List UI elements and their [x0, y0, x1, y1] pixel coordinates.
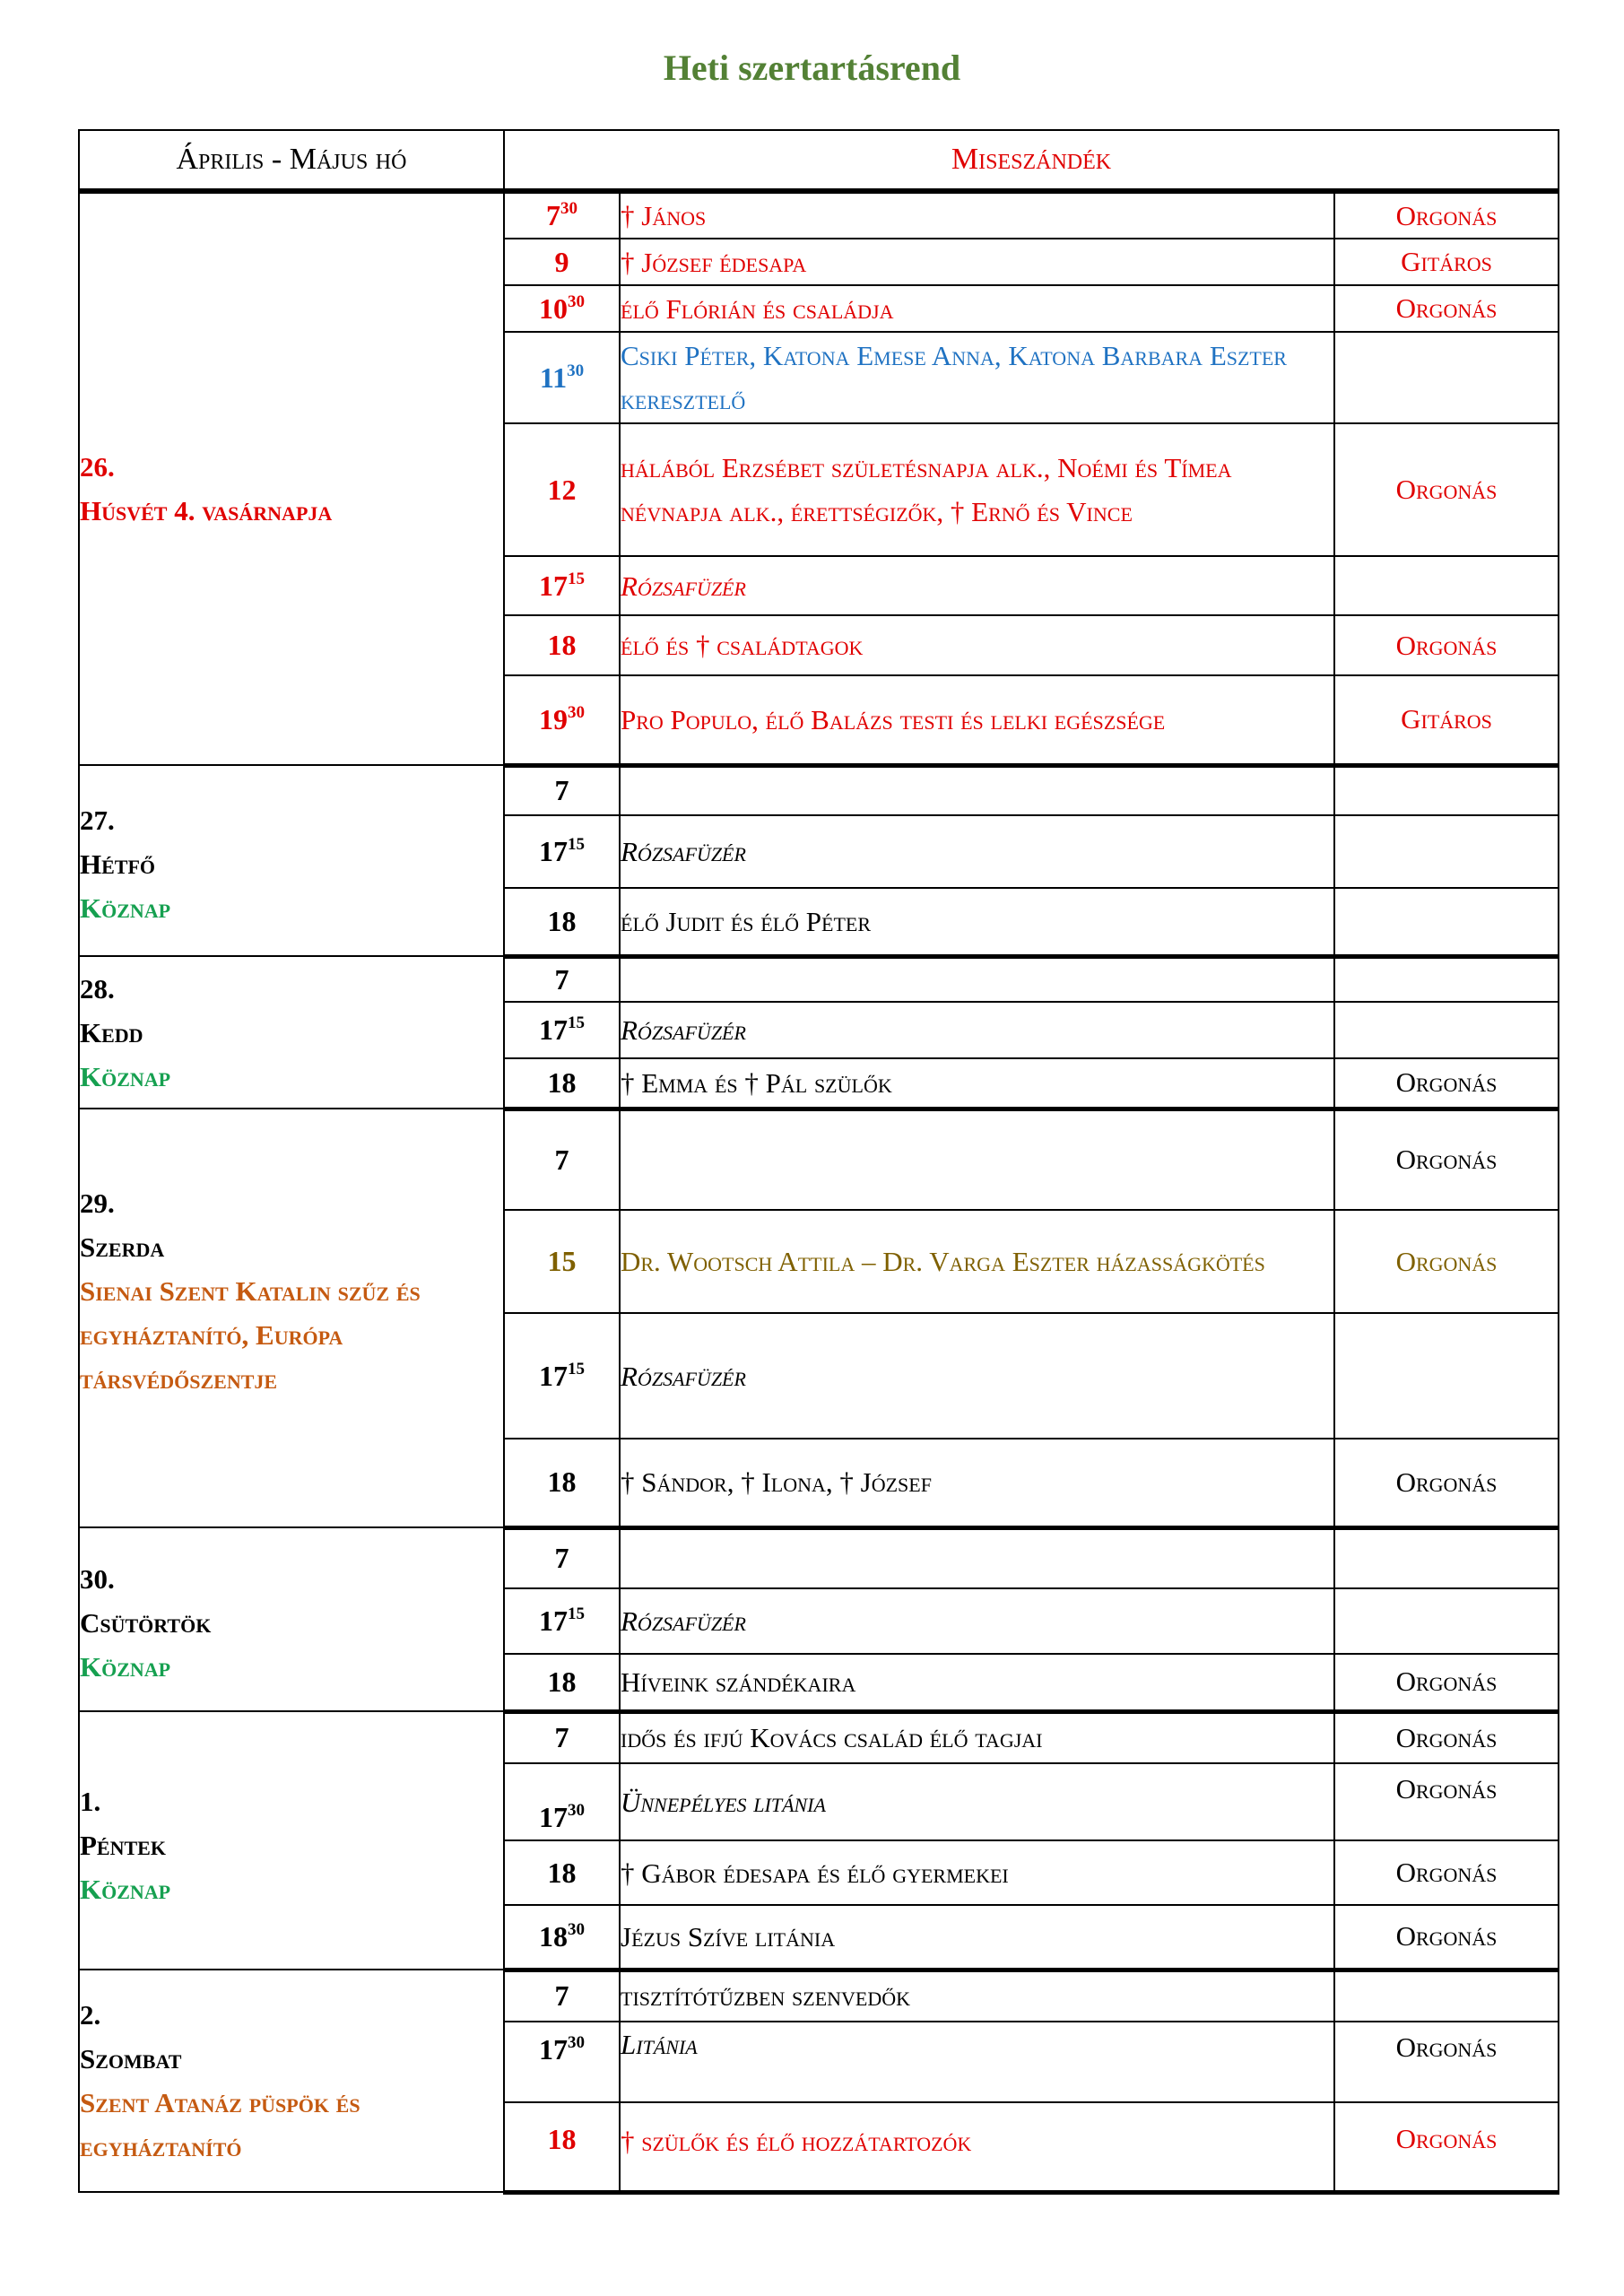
music-type: Orgonás [1334, 285, 1559, 332]
music-type: Orgonás [1334, 1210, 1559, 1313]
time-minute: 30 [568, 1801, 585, 1820]
time-hour: 7 [554, 1979, 569, 2013]
mass-time [504, 1905, 620, 1970]
time-hour: 18 [547, 1065, 577, 1099]
mass-intention: élő Flórián és családja [620, 285, 1334, 332]
music-type [1334, 556, 1559, 615]
page-title: Heti szertartásrend [663, 48, 961, 88]
mass-time [504, 1210, 620, 1313]
time-hour: 11 [539, 361, 568, 394]
music-type: Gitáros [1334, 239, 1559, 285]
time-hour: 12 [547, 473, 577, 506]
time-hour: 7 [554, 1721, 569, 1754]
day-name: Hétfő [80, 848, 156, 880]
mass-intention: † Sándor, † Ilona, † József [620, 1439, 1334, 1527]
mass-intention: hálából Erzsébet születésnapja alk., Noémi és Tímea névnapja alk., érettségizők, † Ernő és Vince [620, 423, 1334, 556]
mass-time [504, 1654, 620, 1711]
time-hour: 19 [539, 702, 568, 735]
mass-time [504, 815, 620, 888]
time-minute: 15 [568, 569, 585, 588]
time-minute: 30 [568, 702, 585, 722]
time-hour: 17 [539, 2033, 568, 2066]
table-row [79, 1970, 1559, 2022]
music-type [1334, 956, 1559, 1002]
music-type: Orgonás [1334, 1058, 1559, 1109]
mass-time [504, 191, 620, 239]
mass-time [504, 1058, 620, 1109]
mass-time [504, 615, 620, 675]
time-hour: 17 [539, 1013, 568, 1046]
mass-intention: Rózsafüzér [620, 1313, 1334, 1439]
music-type: Orgonás [1334, 2022, 1559, 2102]
table-row [79, 765, 1559, 815]
mass-intention: † József édesapa [620, 239, 1334, 285]
time-hour: 18 [539, 1919, 568, 1952]
time-hour: 17 [539, 835, 568, 867]
time-hour: 18 [547, 629, 577, 661]
time-hour: 7 [546, 199, 560, 231]
time-hour: 7 [554, 1143, 569, 1176]
day-cell-26 [79, 191, 504, 765]
day-feast: Köznap [80, 1060, 171, 1092]
mass-time [504, 765, 620, 815]
mass-intention [620, 1109, 1334, 1210]
mass-time [504, 2102, 620, 2192]
day-feast: Szent Atanáz püspök és egyháztanító [80, 2087, 360, 2162]
music-type: Orgonás [1334, 191, 1559, 239]
mass-intention: idős és ifjú Kovács család élő tagjai [620, 1711, 1334, 1763]
music-type: Orgonás [1334, 1711, 1559, 1763]
table-row [79, 1711, 1559, 1763]
mass-intention: Litánia [620, 2022, 1334, 2102]
music-type [1334, 1588, 1559, 1654]
music-type: Orgonás [1334, 1905, 1559, 1970]
day-date: 27. [80, 804, 115, 836]
time-minute: 15 [568, 1359, 585, 1378]
day-feast: Köznap [80, 1873, 171, 1905]
mass-intention: tisztítótűzben szenvedők [620, 1970, 1334, 2022]
music-type [1334, 815, 1559, 888]
month-header: Április - Május hó [79, 130, 504, 191]
mass-intention: élő és † családtagok [620, 615, 1334, 675]
music-type: Orgonás [1334, 1654, 1559, 1711]
day-feast: Köznap [80, 892, 171, 924]
music-type [1334, 1002, 1559, 1058]
music-type: Orgonás [1334, 2102, 1559, 2192]
time-hour: 10 [539, 291, 568, 325]
day-name: Szombat [80, 2043, 182, 2074]
table-header-row [79, 130, 1559, 191]
mass-time [504, 1313, 620, 1439]
day-cell-27 [79, 765, 504, 956]
mass-time [504, 1711, 620, 1763]
mass-intention: Rózsafüzér [620, 1588, 1334, 1654]
day-name: Csütörtök [80, 1607, 212, 1639]
time-hour: 17 [539, 1801, 568, 1833]
mass-intention: Dr. Wootsch Attila – Dr. Varga Eszter házasságkötés [620, 1210, 1334, 1313]
mass-intention: Híveink szándékaira [620, 1654, 1334, 1711]
day-feast: Köznap [80, 1651, 171, 1683]
music-type [1334, 1527, 1559, 1588]
mass-time [504, 1439, 620, 1527]
day-cell-29 [79, 1109, 504, 1527]
time-hour: 9 [554, 245, 569, 278]
day-cell-28 [79, 956, 504, 1109]
time-minute: 15 [568, 1605, 585, 1623]
mass-time [504, 1840, 620, 1905]
mass-intention [620, 956, 1334, 1002]
time-minute: 15 [568, 1013, 585, 1032]
mass-intention: Ünnepélyes litánia [620, 1763, 1334, 1840]
mass-time [504, 888, 620, 956]
time-hour: 7 [554, 774, 569, 807]
mass-time [504, 285, 620, 332]
mass-time [504, 1970, 620, 2022]
time-hour: 18 [547, 1465, 577, 1499]
mass-time [504, 332, 620, 423]
mass-time [504, 2022, 620, 2102]
music-type [1334, 1970, 1559, 2022]
time-hour: 17 [539, 1359, 568, 1392]
intentions-header: Miseszándék [504, 130, 1559, 191]
mass-intention: Csiki Péter, Katona Emese Anna, Katona Barbara Eszter keresztelő [620, 332, 1334, 423]
time-minute: 30 [560, 199, 578, 218]
time-minute: 30 [568, 291, 585, 311]
schedule-table [78, 129, 1559, 2195]
time-minute: 30 [567, 361, 585, 380]
day-date: 29. [80, 1187, 115, 1219]
time-hour: 17 [539, 1605, 568, 1637]
time-minute: 30 [568, 2033, 585, 2052]
music-type: Orgonás [1334, 1840, 1559, 1905]
mass-intention: Rózsafüzér [620, 815, 1334, 888]
day-date: 30. [80, 1563, 115, 1595]
time-hour: 15 [547, 1245, 577, 1277]
music-type [1334, 1313, 1559, 1439]
mass-time [504, 1527, 620, 1588]
mass-intention: † János [620, 191, 1334, 239]
music-type: Gitáros [1334, 675, 1559, 765]
music-type [1334, 765, 1559, 815]
music-type: Orgonás [1334, 423, 1559, 556]
mass-time [504, 1588, 620, 1654]
day-name: Húsvét 4. vasárnapja [80, 495, 333, 526]
time-hour: 7 [554, 1542, 569, 1575]
table-row [79, 1109, 1559, 1210]
time-hour: 17 [539, 569, 568, 602]
day-date: 28. [80, 972, 115, 1004]
day-cell-1 [79, 1711, 504, 1970]
mass-intention: Pro Populo, élő Balázs testi és lelki egészsége [620, 675, 1334, 765]
day-name: Szerda [80, 1231, 165, 1263]
day-name: Kedd [80, 1016, 143, 1048]
mass-intention: Rózsafüzér [620, 1002, 1334, 1058]
table-row [79, 191, 1559, 239]
table-row [79, 1527, 1559, 1588]
mass-intention: † Emma és † Pál szülők [620, 1058, 1334, 1109]
mass-intention: † Gábor édesapa és élő gyermekei [620, 1840, 1334, 1905]
mass-intention: Rózsafüzér [620, 556, 1334, 615]
music-type: Orgonás [1334, 615, 1559, 675]
mass-intention [620, 765, 1334, 815]
mass-intention [620, 1527, 1334, 1588]
mass-intention: † szülők és élő hozzátartozók [620, 2102, 1334, 2192]
day-date: 1. [80, 1785, 101, 1817]
music-type: Orgonás [1334, 1439, 1559, 1527]
time-hour: 7 [554, 962, 569, 996]
time-minute: 30 [568, 1919, 585, 1939]
mass-time [504, 675, 620, 765]
day-cell-30 [79, 1527, 504, 1711]
music-type [1334, 332, 1559, 423]
mass-intention: élő Judit és élő Péter [620, 888, 1334, 956]
music-type: Orgonás [1334, 1763, 1559, 1840]
mass-time [504, 1002, 620, 1058]
day-feast: Sienai Szent Katalin szűz és egyháztanító, Európa társvédőszentje [80, 1275, 421, 1395]
mass-time [504, 956, 620, 1002]
table-row [79, 956, 1559, 1002]
time-hour: 18 [547, 2123, 577, 2155]
day-date: 2. [80, 1999, 101, 2031]
mass-time [504, 1763, 620, 1840]
day-date: 26. [80, 451, 115, 483]
day-name: Péntek [80, 1829, 166, 1861]
mass-time [504, 1109, 620, 1210]
time-hour: 18 [547, 1856, 577, 1889]
time-hour: 18 [547, 904, 577, 937]
mass-time [504, 239, 620, 285]
mass-intention: Jézus Szíve litánia [620, 1905, 1334, 1970]
time-minute: 15 [568, 835, 585, 854]
time-hour: 18 [547, 1665, 577, 1698]
mass-time [504, 423, 620, 556]
music-type [1334, 888, 1559, 956]
music-type: Orgonás [1334, 1109, 1559, 1210]
mass-time [504, 556, 620, 615]
day-cell-2 [79, 1970, 504, 2192]
